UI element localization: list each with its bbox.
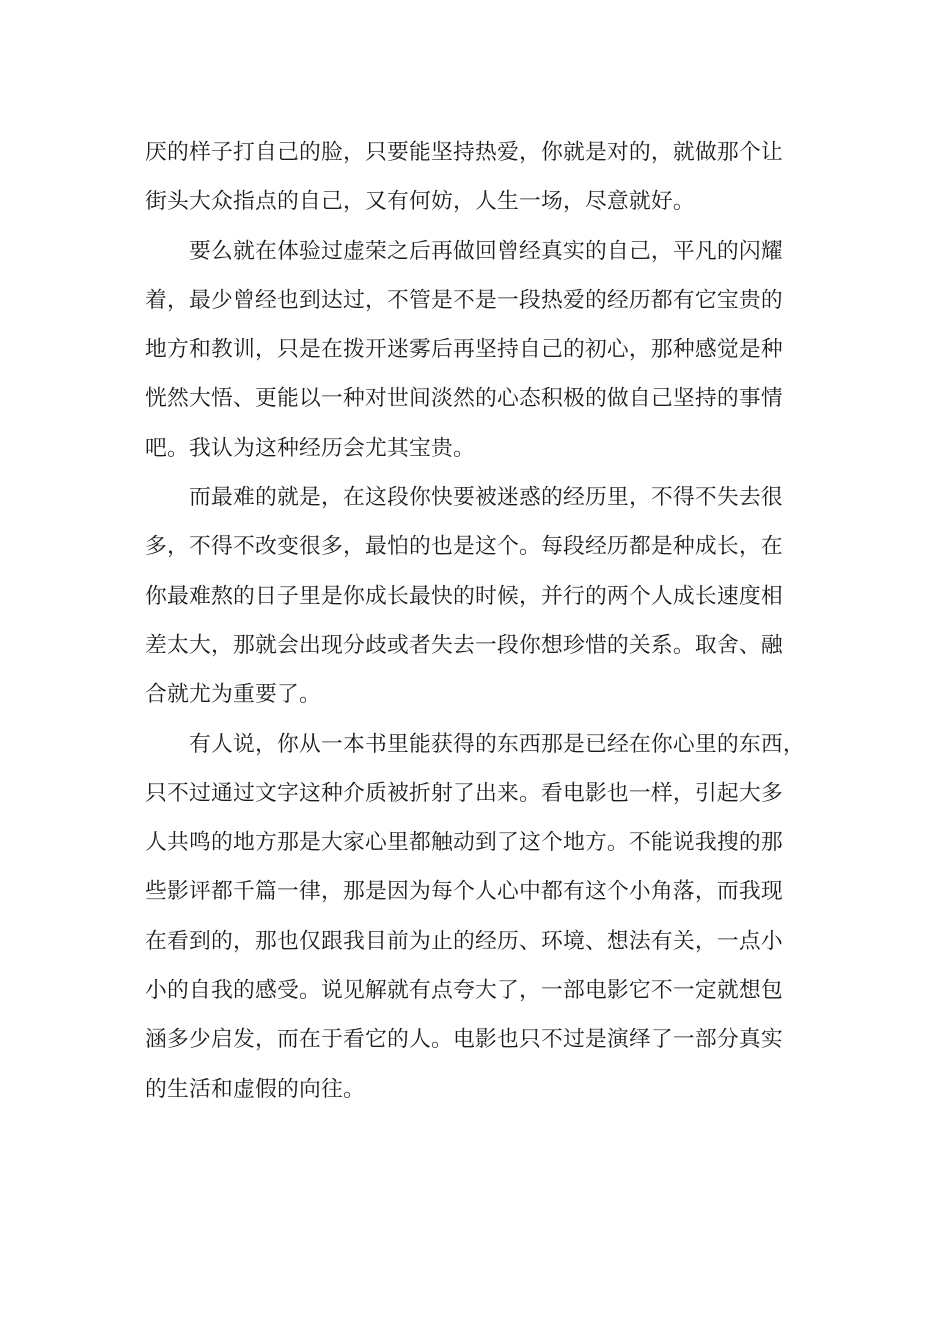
text-line: 些影评都千篇一律，那是因为每个人心中都有这个小角落，而我现 bbox=[145, 879, 783, 905]
text-line: 地方和教训，只是在拨开迷雾后再坚持自己的初心，那种感觉是种 bbox=[145, 337, 783, 363]
text-line: 恍然大悟、更能以一种对世间淡然的心态积极的做自己坚持的事情 bbox=[145, 386, 783, 412]
text-line: 而最难的就是，在这段你快要被迷惑的经历里，不得不失去很 bbox=[189, 485, 783, 511]
text-line: 厌的样子打自己的脸，只要能坚持热爱，你就是对的，就做那个让 bbox=[145, 140, 783, 165]
text-line: 有人说，你从一本书里能获得的东西那是已经在你心里的东西， bbox=[189, 731, 805, 757]
text-line: 的生活和虚假的向往。 bbox=[145, 1076, 365, 1102]
text-line: 只不过通过文字这种介质被折射了出来。看电影也一样，引起大多 bbox=[145, 780, 783, 806]
text-line: 合就尤为重要了。 bbox=[145, 682, 321, 708]
text-line: 着，最少曾经也到达过，不管是不是一段热爱的经历都有它宝贵的 bbox=[145, 287, 783, 313]
text-line: 你最难熬的日子里是你成长最快的时候，并行的两个人成长速度相 bbox=[145, 583, 783, 609]
text-line: 多，不得不改变很多，最怕的也是这个。每段经历都是种成长，在 bbox=[145, 534, 783, 560]
text-line: 人共鸣的地方那是大家心里都触动到了这个地方。不能说我搜的那 bbox=[145, 830, 783, 856]
body-text bbox=[145, 128, 810, 1114]
text-line: 涵多少启发，而在于看它的人。电影也只不过是演绎了一部分真实 bbox=[145, 1027, 783, 1053]
text-line: 街头大众指点的自己，又有何妨，人生一场，尽意就好。 bbox=[145, 189, 695, 215]
text-line: 小的自我的感受。说见解就有点夸大了，一部电影它不一定就想包 bbox=[145, 978, 783, 1004]
text-line: 要么就在体验过虚荣之后再做回曾经真实的自己，平凡的闪耀 bbox=[189, 238, 783, 264]
text-line: 吧。我认为这种经历会尤其宝贵。 bbox=[145, 435, 475, 461]
text-line: 在看到的，那也仅跟我目前为止的经历、环境、想法有关，一点小 bbox=[145, 928, 783, 954]
text-line: 差太大，那就会出现分歧或者失去一段你想珍惜的关系。取舍、融 bbox=[145, 632, 783, 658]
